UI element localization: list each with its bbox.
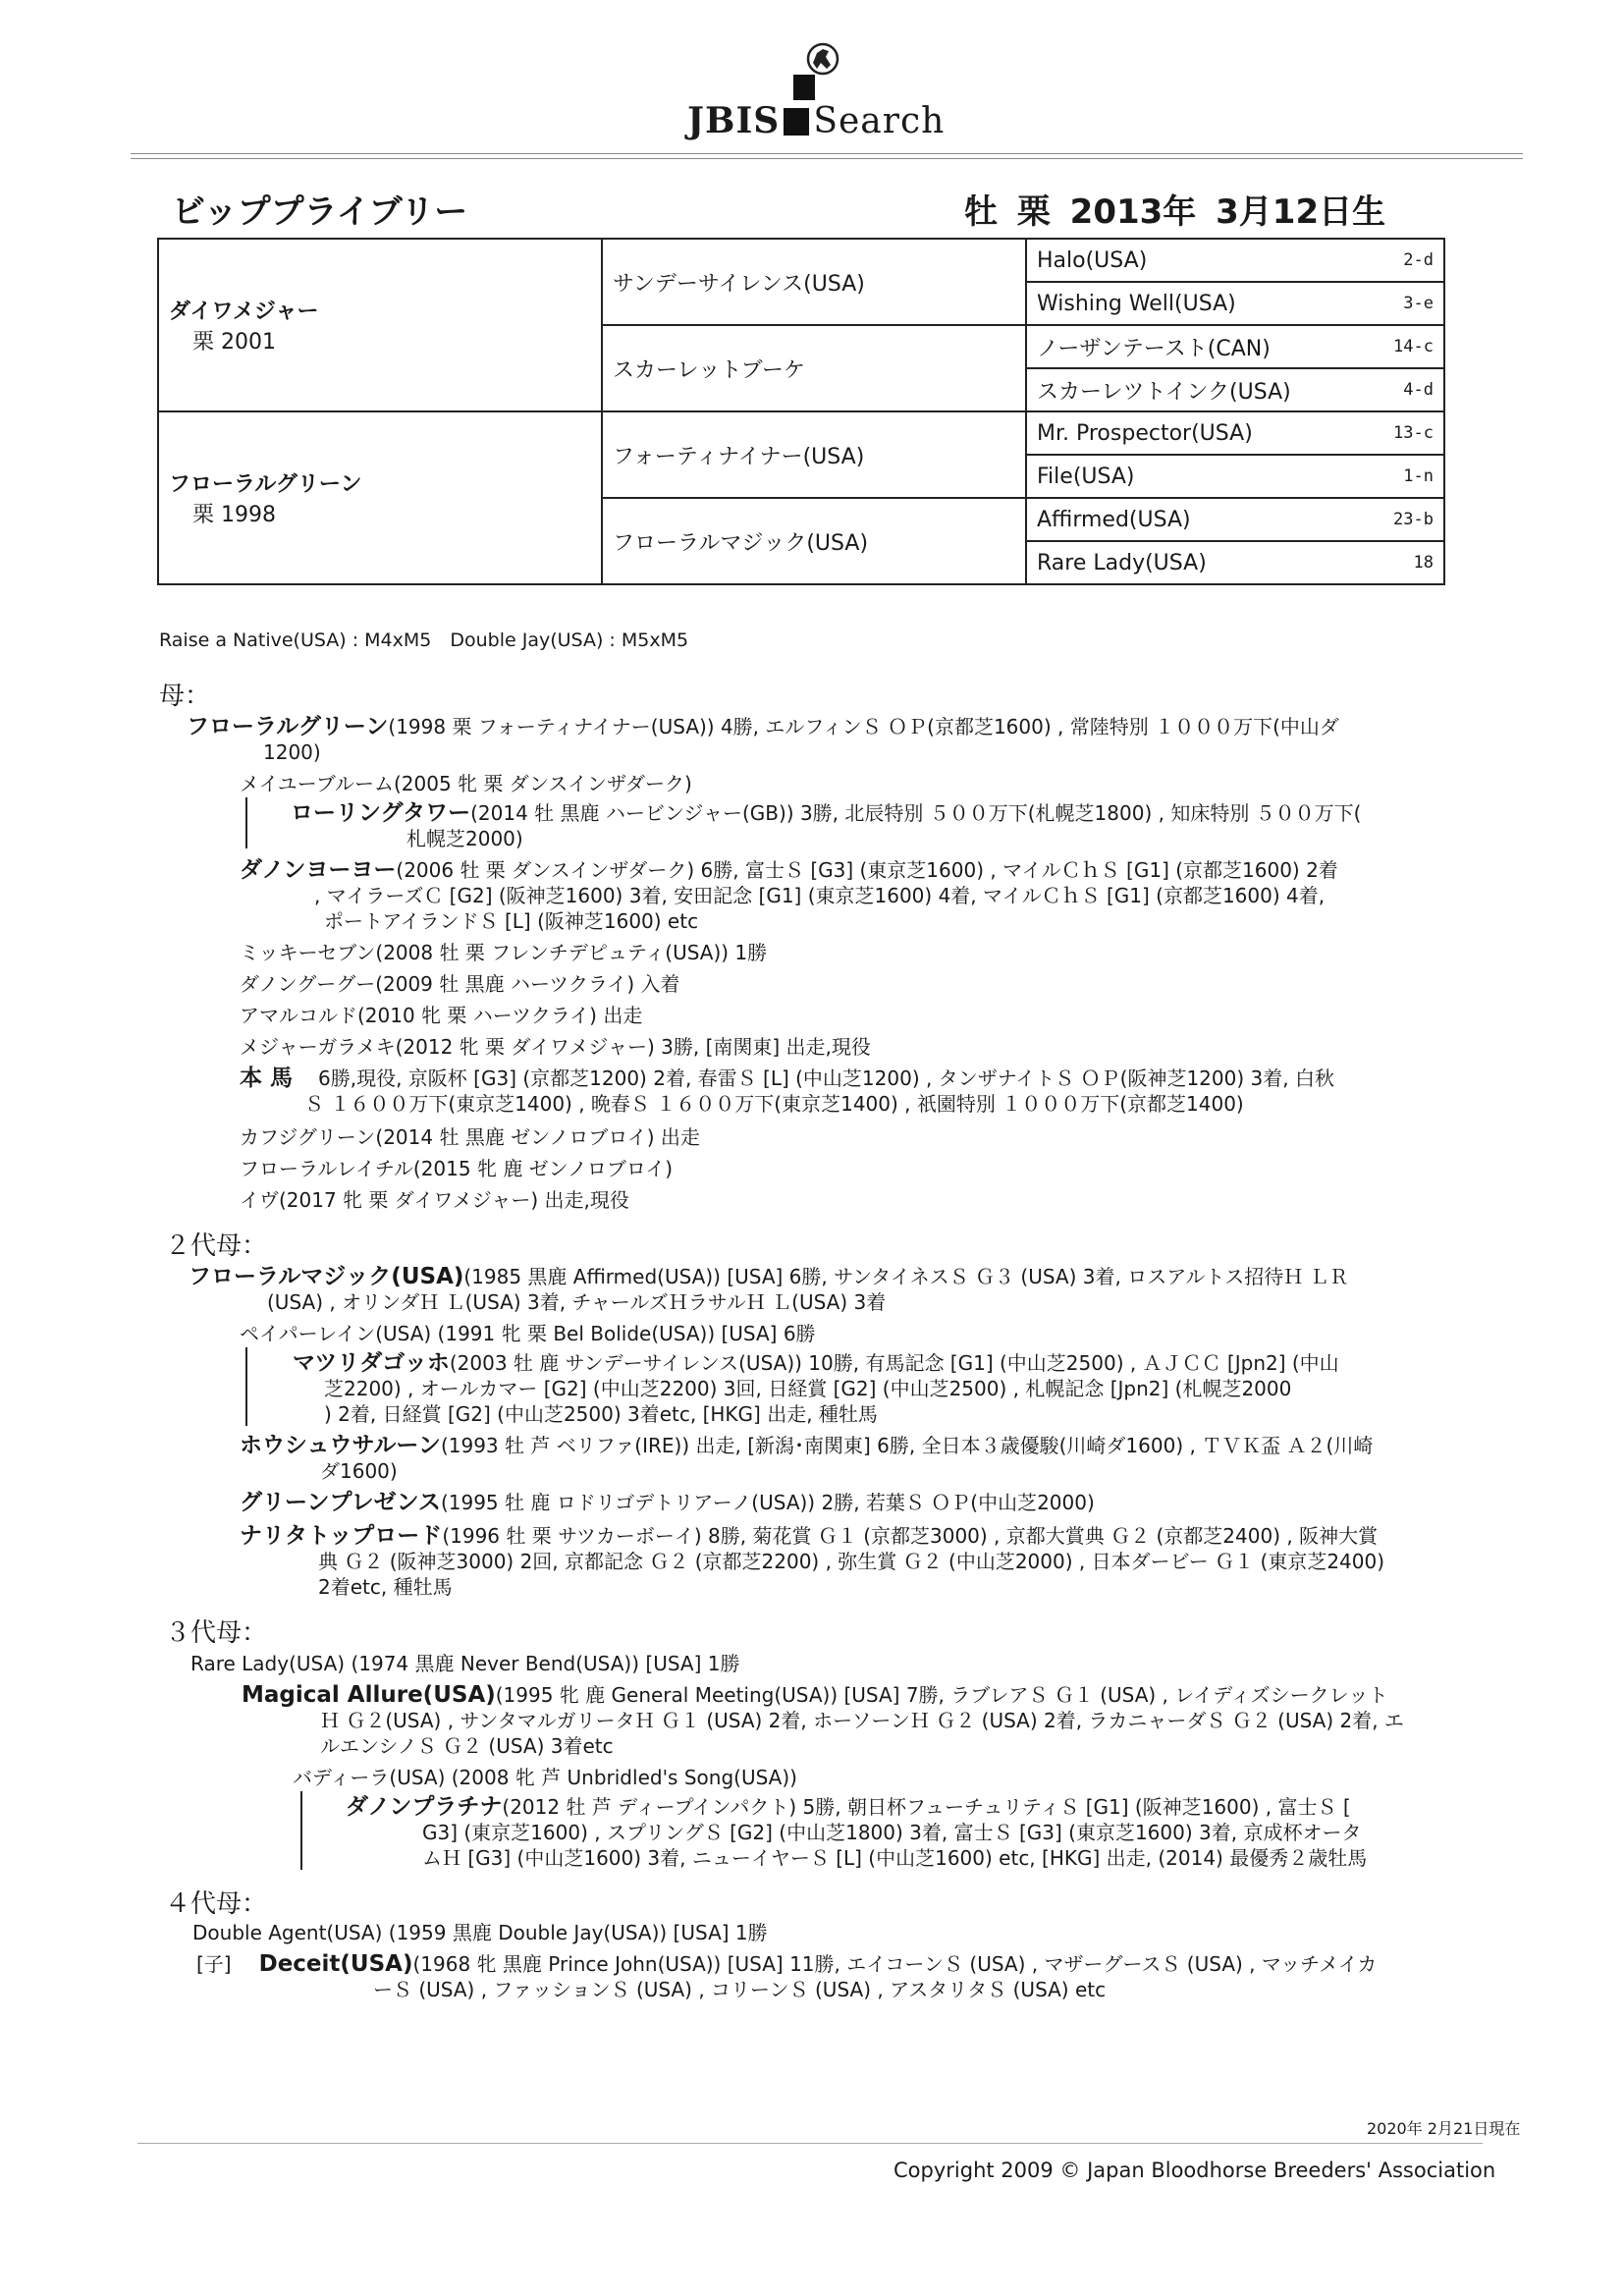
record-line: メイユーブルーム(2005 牝 栗 ダンスインザダーク) [240,772,692,795]
as-of-date: 2020年 2月21日現在 [1367,2119,1521,2138]
dam-dam-cell: フローラルマジック(USA) [602,498,1026,584]
record-line [242,1683,1387,1708]
record-line: (USA) , オリンダＨ Ｌ(USA) 3着, チャールズＨラサルＨ Ｌ(USA) 3着 [267,1290,887,1314]
record-line: メジャーガラメキ(2012 牝 栗 ダイワメジャー) 3勝, [南関東] 出走,現役 [240,1035,871,1059]
dam-detail: 栗 1998 [192,503,276,527]
record-line: ペイパーレイン(USA) (1991 牝 栗 Bel Bolide(USA)) [USA] 6勝 [240,1322,816,1345]
dam-sire-cell: フォーティナイナー(USA) [602,411,1026,498]
family-number: 2-d [1403,250,1434,270]
dam-name: フローラルグリーン [169,472,362,497]
record-line: 芝2200) , オールカマー [G2] (中山芝2200) 3回, 日経賞 [G2] (中山芝2500) , 札幌記念 [Jpn2] (札幌芝2000 [324,1377,1292,1400]
record-text: (2003 牡 鹿 サンデーサイレンス(USA)) 10勝, 有馬記念 [G1] (中山芝2500) , ＡＪＣＣ [Jpn2] (中山 [449,1351,1339,1375]
sire-detail: 栗 2001 [192,330,276,355]
horse-name-bold: ナリタトップロード [240,1523,443,1549]
jbis-search-logo [687,39,946,147]
horse-name-bold: Deceit(USA) [258,1951,413,1977]
horse-magnifier-icon [793,39,844,100]
record-line: Rare Lady(USA) (1974 黒鹿 Never Bend(USA)) [USA] 1勝 [190,1652,740,1675]
record-line: 典 Ｇ２ (阪神芝3000) 2回, 京都記念 Ｇ２ (京都芝2200) , 弥生賞 Ｇ２ (中山芝2000) , 日本ダービー Ｇ１ (東京芝2400) [318,1550,1385,1573]
record-line [240,858,1338,883]
record-line: アマルコルド(2010 牝 栗 ハーツクライ) 出走 [240,1004,643,1027]
ancestor-cell [1026,455,1444,498]
sire-cell [158,239,602,411]
record-line [240,1434,1373,1458]
record-line [291,801,1361,826]
section-fourth-dam: ４代母： [165,1889,268,1919]
record-text: (2014 牡 黒鹿 ハービンジャー(GB)) 3勝, 北辰特別 ５００万下(札幌芝1800) , 知床特別 ５００万下( [470,801,1362,825]
record-line: バディーラ(USA) (2008 牝 芦 Unbridled's Song(USA)) [293,1766,797,1789]
record-text: (1995 牡 鹿 ロドリゴデトリアーノ(USA)) 2勝, 若葉Ｓ ＯＰ(中山芝2000) [440,1491,1095,1514]
ancestor-cell [1026,282,1444,325]
horse-name-bold: 本 馬 [240,1066,294,1091]
record-line: 1200) [263,740,321,764]
record-line: Ｓ １６００万下(東京芝1400) , 晩春Ｓ １６００万下(東京芝1400) , 祇園特別 １０００万下(京都芝1400) [304,1092,1244,1116]
ancestor-cell [1026,325,1444,368]
record-line [240,1066,1334,1091]
record-text: (1993 牡 芦 ベリファ(IRE)) 出走, [新潟･南関東] 6勝, 全日本３歳優駿(川崎ダ1600) , ＴＶＫ盃 Ａ２(川崎 [440,1434,1374,1457]
record-line [240,1524,1378,1549]
horse-name-bold: ローリングタワー [291,800,471,826]
sire-name: ダイワメジャー [169,300,319,324]
record-line: 札幌芝2000) [406,827,523,850]
horse-name-bold: マツリダゴッホ [293,1350,450,1376]
ancestor-cell [1026,498,1444,541]
record-line: ) 2着, 日経賞 [G2] (中山芝2500) 3着etc, [HKG] 出走, 種牡馬 [324,1402,878,1426]
ancestor-name: File(USA) [1037,464,1135,489]
sire-dam-cell: スカーレットブーケ [602,325,1026,411]
family-number: 13-c [1393,423,1434,443]
family-number: 18 [1413,553,1434,573]
logo-text [687,100,945,141]
horse-name-bold: フローラルグリーン [187,714,389,739]
footer-rule [137,2143,1483,2144]
horse-sex-color-birth: 牡 栗 2013年 3月12日生 [964,192,1386,232]
copyright: Copyright 2009 © Japan Bloodhorse Breeders' Association [893,2159,1496,2182]
record-line: , マイラーズＣ [G2] (阪神芝1600) 3着, 安田記念 [G1] (東京芝1600) 4着, マイルＣｈＳ [G1] (京都芝1600) 4着, [314,884,1326,907]
ancestor-cell [1026,239,1444,282]
header-rule-1 [131,153,1523,154]
record-line: ミッキーセブン(2008 牡 栗 フレンチデピュティ(USA)) 1勝 [240,941,768,964]
record-text: (2012 牡 芦 ディープインパクト) 5勝, 朝日杯フューチュリティＳ [G1] (阪神芝1600) , 富士Ｓ [ [502,1795,1351,1819]
ancestor-name: Mr. Prospector(USA) [1037,420,1253,446]
record-line: G3] (東京芝1600) , スプリングＳ [G2] (中山芝1800) 3着, 富士Ｓ [G3] (東京芝1600) 3着, 京成杯オータ [422,1821,1362,1844]
family-number: 4-d [1403,380,1434,400]
record-text: (1995 牝 鹿 General Meeting(USA)) [USA] 7勝, ラブレアＳ Ｇ１ (USA) , レイディズシークレット [495,1683,1388,1707]
record-text: (1996 牡 栗 サツカーボーイ) 8勝, 菊花賞 Ｇ１ (京都芝3000) , 京都大賞典 Ｇ２ (京都芝2400) , 阪神大賞 [442,1524,1379,1548]
horse-name-bold: ダノンヨーヨー [240,857,397,883]
ancestor-name: Wishing Well(USA) [1037,291,1236,316]
record-line: イヴ(2017 牝 栗 ダイワメジャー) 出走,現役 [240,1188,629,1212]
logo-block [784,108,809,136]
ancestor-name: Halo(USA) [1037,247,1148,273]
header-rule-2 [131,158,1523,159]
ancestor-cell [1026,541,1444,584]
record-line [196,1952,1377,1977]
pedigree-table [157,238,1445,585]
ancestor-name: Affirmed(USA) [1037,507,1191,532]
section-dam: 母： [159,682,211,711]
record-line: ダ1600) [320,1459,398,1483]
child-marker: [子] [196,1952,232,1976]
record-line: 2着etc, 種牡馬 [318,1575,453,1599]
indent-bar [300,1791,302,1870]
sire-sire-cell: サンデーサイレンス(USA) [602,239,1026,325]
record-line: Double Agent(USA) (1959 黒鹿 Double Jay(USA)) [USA] 1勝 [192,1921,768,1944]
family-number: 1-n [1403,466,1434,486]
horse-name-bold: ホウシュウサルーン [240,1433,441,1458]
record-text: (2006 牡 栗 ダンスインザダーク) 6勝, 富士Ｓ [G3] (東京芝1600) , マイルＣｈＳ [G1] (京都芝1600) 2着 [396,858,1338,882]
indent-bar [245,1347,247,1426]
record-text: (1968 牝 黒鹿 Prince John(USA)) [USA] 11勝, エイコーンＳ (USA) , マザーグースＳ (USA) , マッチメイカ [412,1952,1378,1976]
family-number: 14-c [1393,337,1434,356]
ancestor-name: スカーレツトインク(USA) [1037,379,1291,405]
horse-name: ビッププライブリー [172,192,468,232]
record-line: ダノングーグー(2009 牡 黒鹿 ハーツクライ) 入着 [240,972,680,996]
logo-jbis: JBIS [687,100,781,141]
record-line: ルエンシノＳ Ｇ２ (USA) 3着etc [320,1734,614,1758]
ancestor-name: ノーザンテースト(CAN) [1037,336,1271,361]
ancestor-cell [1026,411,1444,455]
record-line [293,1351,1339,1376]
record-line: ポートアイランドＳ [L] (阪神芝1600) etc [324,909,699,933]
indent-bar [245,797,247,848]
record-line [346,1795,1351,1820]
family-number: 3-e [1403,294,1434,313]
record-text: (1985 黒鹿 Affirmed(USA)) [USA] 6勝, サンタイネスＳ Ｇ３ (USA) 3着, ロスアルトス招待Ｈ ＬＲ [463,1265,1349,1288]
record-line [240,1491,1095,1515]
record-line: Ｈ Ｇ２(USA) , サンタマルガリータＨ Ｇ１ (USA) 2着, ホーソーンＨ Ｇ２ (USA) 2着, ラカニャーダＳ Ｇ２ (USA) 2着, エ [320,1709,1404,1732]
section-second-dam: ２代母： [165,1231,268,1261]
record-line [187,715,1339,739]
section-third-dam: ３代母： [165,1618,268,1648]
record-line: ーＳ (USA) , ファッションＳ (USA) , コリーンＳ (USA) , アスタリタＳ (USA) etc [373,1978,1107,2001]
record-line: フローラルレイチル(2015 牝 鹿 ゼンノロブロイ) [240,1157,674,1180]
record-line: カフジグリーン(2014 牡 黒鹿 ゼンノロブロイ) 出走 [240,1125,700,1149]
record-line: ムＨ [G3] (中山芝1600) 3着, ニューイヤーＳ [L] (中山芝1600) etc, [HKG] 出走, (2014) 最優秀２歳牡馬 [422,1846,1368,1870]
record-text: (1998 栗 フォーティナイナー(USA)) 4勝, エルフィンＳ ＯＰ(京都芝1600) , 常陸特別 １０００万下(中山ダ [388,715,1339,738]
ancestor-cell [1026,368,1444,411]
horse-name-bold: フローラルマジック(USA) [189,1264,464,1289]
horse-name-bold: ダノンプラチナ [346,1794,503,1820]
horse-name-bold: グリーンプレゼンス [240,1490,441,1515]
record-line [189,1265,1349,1289]
horse-name-bold: Magical Allure(USA) [242,1682,496,1708]
family-number: 23-b [1393,510,1434,529]
dam-cell [158,411,602,584]
logo-search: Search [813,101,946,141]
inbreeding-note: Raise a Native(USA) : M4xM5 Double Jay(USA) : M5xM5 [159,629,689,651]
ancestor-name: Rare Lady(USA) [1037,550,1207,575]
record-text: 6勝,現役, 京阪杯 [G3] (京都芝1200) 2着, 春雷Ｓ [L] (中山芝1200) , タンザナイトＳ ＯＰ(阪神芝1200) 3着, 白秋 [318,1066,1334,1090]
